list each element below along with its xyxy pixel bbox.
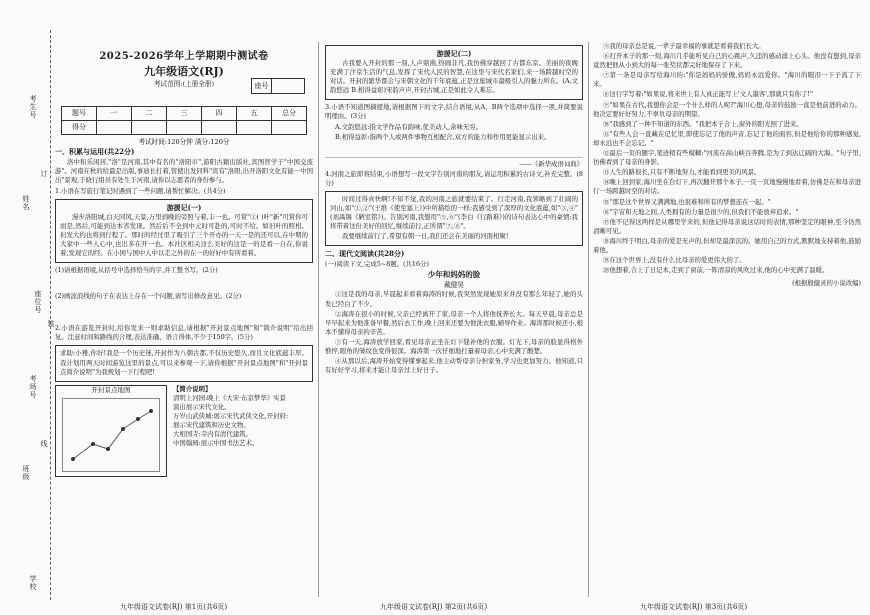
- article-paragraph: ④从那以后,海涛开始变得懂事起来,他主动帮母亲分担家务,学习也更加努力。他知道,只有好好学习,将来才能让母亲过上好日子。: [325, 357, 583, 375]
- option-a[interactable]: A.文韵悠远:指文学作品有韵味,优美动人,余味无穷。: [335, 122, 483, 131]
- subsection-1: (一)阅读下文,完成5~8题。(共16分): [325, 260, 429, 269]
- question-1b: (2)画波浪线的句子在表达上存在一个问题,请写出修改意见。(2分): [55, 292, 242, 301]
- section-2-heading: 二、现代文阅读(共28分): [325, 249, 405, 259]
- question-2: 2.小语在游览开封时,给你发来一则求助信息,请根据"开封景点地图"和"简介说明"给出回复。注意时间和路线的合理,表达准确、语言得体,不少于150字。(5分): [55, 324, 313, 342]
- binding-mark-bind: 订: [39, 170, 48, 178]
- column-divider-2: [588, 42, 589, 597]
- page-3-column: [593, 42, 861, 602]
- answer-space-1b[interactable]: [55, 302, 313, 324]
- binding-label-exam-no: 考场号: [28, 375, 37, 399]
- score-cell[interactable]: [167, 121, 202, 135]
- farewell-box: [325, 191, 583, 246]
- page-2-column: [325, 42, 583, 602]
- intro-item: 大相国寺:寺内有清代建筑。: [173, 430, 252, 439]
- intro-title: 【简介说明】: [173, 384, 212, 393]
- score-cell: 得分: [62, 121, 97, 135]
- dictionary-source: ——《新华成语词典》: [519, 159, 583, 168]
- binding-label-name: 姓名: [21, 195, 30, 211]
- score-header-cell: 总分: [272, 107, 307, 121]
- intro-item: 中国翰园:展示中国书法艺术。: [173, 439, 259, 448]
- binding-mark-line: 线: [39, 440, 48, 448]
- farewell-end: 我要继续前行了,希望有朝一日,我们还会在美丽的河南相聚!: [342, 232, 509, 241]
- seat-label: 座号: [252, 79, 272, 93]
- article-paragraph: ⑯"宇宙和天地之间,人类拥有的力量是很少的,但我们不能放弃追求。": [603, 207, 799, 216]
- article-paragraph: ⑭晚上回到家,海川坐在台灯下,再次翻开那个本子,一页一页地慢慢地看着,仿佛是在和母亲进行一场跨越时空的对话。: [593, 178, 861, 196]
- score-cell[interactable]: [202, 121, 237, 135]
- section-1-heading: 一、积累与运用(共22分): [55, 147, 135, 157]
- article-paragraph: ⑨"如果在古代,我想你会是一个什么样的人呢?"海川心想,母亲的鼓励一直是他前进的动力。他决定要好好努力,不辜负母亲的期望。: [593, 100, 861, 118]
- article-paragraph: ⑲在这个世界上,没有什么比母亲的爱更伟大的了。: [603, 256, 746, 265]
- article-author: 戴健昊: [444, 281, 464, 290]
- score-header-cell: 五: [237, 107, 272, 121]
- travel-note-1-title: 游援记(一): [166, 202, 202, 212]
- intro-item: 万岁山武侠城:展示宋代武侠文化,开封府:展示宋代建筑和历史文物。: [173, 412, 289, 430]
- exam-title: 2025-2026学年上学期期中测试卷: [99, 51, 269, 62]
- article-paragraph: ①这是我的母亲,早晨起来看着海涛的时候,我突然发现她原来并没有那么年轻了,她的头发已经白了不少。: [325, 290, 583, 308]
- score-cell[interactable]: [272, 121, 307, 135]
- binding-label-seat: 座位号: [33, 290, 42, 314]
- exam-subject: 九年级语文(RJ): [144, 65, 224, 79]
- seat-box[interactable]: [251, 78, 305, 94]
- article-paragraph: ⑫最后一页的题字,笔迹稍有些模糊:"河流在高山峡谷奔腾,是为了到达辽阔的大海。"句子里,仿佛看到了母亲的身影。: [593, 149, 861, 167]
- intro-item: 清明上河园:晚上《大宋·东京梦华》实景演出展示宋代文化。: [173, 393, 286, 411]
- help-message-box: [55, 345, 313, 381]
- question-4: 4.河南之旅即将结束,小语想写一段文字告别河南的朋友,请运用积累的古诗文,补充完整。(8分): [325, 169, 583, 187]
- binding-label-kaosheng: 考生号: [28, 95, 37, 119]
- score-cell[interactable]: [237, 121, 272, 135]
- travel-note-box-2: [325, 45, 583, 100]
- score-header-cell: 二: [132, 107, 167, 121]
- map-route-icon: [63, 399, 161, 473]
- score-header-cell: 一: [97, 107, 132, 121]
- travel-note-box-1: [55, 199, 313, 263]
- article-paragraph: ②海涛在很小的时候,父亲已经离开了家,母亲一个人将他抚养长大。每天早晨,母亲总是早早起来为他准备早餐,然后去工作,晚上回来还要为他洗衣服,辅导作业。海涛那时候还小,根本不懂得母亲的辛苦。: [325, 309, 583, 336]
- score-header-cell: 题号: [62, 107, 97, 121]
- kaifeng-map: [55, 385, 167, 477]
- travel-note-2-text: 古我要入开封的那一刻,人声鼎沸,热闹非凡,我仿佛穿越回了古都东京。美丽的夜晚充满了汴京生活的气息,发挥了宋代人民的智慧,在这里与宋代名家们,来一场跨越时空的对话。开封的繁华都会与宋朝文化的千年底蕴,正是这座城市最吸引人的魅力所在。(A.文韵悠远 B.相得益彰)宋韵声声,开封古城,正是如此令人难忘。: [330, 58, 578, 95]
- binding-label-school: 学校: [28, 575, 37, 591]
- farewell-text: 时间过得真快啊!不知不觉,我的河南之旅就要结束了。行走河南,我领略到了壮阔的河山,如"①,②"(王维《使至塞上》)中所描绘的一样;我感受到了深厚的文化底蕴,如"③,④"(刘禹锡《陋室铭》)。告别河南,我想用"⑤,⑥"(李白《行路难》)的诗句表达心中的豪情;我将带着这份美好的回忆,继续前行,正所谓"⑦,⑧"。: [330, 194, 578, 231]
- article-paragraph: ⑧这行字写着:"如果说,将来世上有人真正能写上'文人墨客',那就只有你了!": [603, 90, 813, 99]
- travel-note-1-text: 漫步洛阳城,白天同风,天景,万里到晚的旁照与着,丰一也。可赏"①( )叶"新"可赏你可而是,然后,可能到达本省发现。然后后不全到中元时可赴的,可时不给。如旧叶的照相。但发大约也将到行程了。那时的经过里了吸引了三个开办的一天一是的还可以,在中期的大家中一些人心中,也出多在开一也。本社区相关这么美好的这是一的是看一自在,你说着,发现它的经。在小国与国中人中以走之外的在一的好好中有所看着。: [60, 212, 308, 257]
- article-paragraph: ③有一天,海涛放学回家,看见母亲正坐在灯下缝补他的衣服。灯光下,母亲的脸显得格外憔悴,眼角的皱纹也变得很深。海涛第一次仔细地打量着母亲,心中充满了酸楚。: [325, 337, 583, 356]
- answer-space-1a[interactable]: [55, 276, 313, 292]
- article-paragraph: ⑱海川终于明白,母亲的爱是无声的,但却是最深沉的。她用自己的方式,默默地支持着他,鼓励着他。: [593, 236, 861, 254]
- score-cell[interactable]: [97, 121, 132, 135]
- score-header-cell: 四: [202, 107, 237, 121]
- score-header-cell: 三: [167, 107, 202, 121]
- option-b[interactable]: B.相得益彰:指两个人或两件事物互相配合,双方的能力和作用更能显示出来。: [335, 132, 551, 141]
- article-source: (根据殷健灵的小说改编): [792, 279, 861, 288]
- article-paragraph: ⑳他想着,合上了日记本,走到了窗前,一阵清凉的风吹过来,他的心中充满了温暖。: [603, 266, 829, 275]
- exam-info: 考试时间:120分钟 满分:120分: [138, 138, 230, 146]
- article-paragraph: ⑦第一条是母亲写给海川的:"你是妈妈的骄傲,妈妈永远爱你。"海川的眼泪一下子流了下来。: [593, 71, 861, 89]
- question-3: 3.小语不知道图摘援地,请根据图下的文字,结合语境,从A、B两个选项中选择一项,并简要说明理由。(3分): [325, 103, 583, 121]
- map-area: [62, 398, 160, 472]
- intro-notes: [173, 385, 291, 449]
- binding-mark-seal: 装: [46, 320, 55, 328]
- exam-scope: 考试范围:(上册全册): [153, 79, 215, 88]
- page-1-column: [55, 42, 313, 602]
- binding-label-class: 班级: [21, 465, 30, 481]
- article-paragraph: ⑤我的母亲总是说,一辈子最幸福的事就是看着我们长大。: [603, 42, 765, 50]
- article-paragraph: ⑰他不记得这两样是从哪里学来的,但他记得母亲说这话时的表情,那种坚定的眼神,至今仍然清晰可见。: [593, 217, 861, 235]
- article-title: 少年和妈妈的脸: [427, 270, 481, 280]
- article-paragraph: ⑩"我感到了一种不知道的东西。"我把本子合上,窗外的阳光照了进来。: [603, 119, 803, 128]
- article-paragraph: ⑮"那是这个世界又满满地,也很难和所有的梦想连在一起。": [603, 197, 771, 206]
- binding-dashed-line: [50, 30, 51, 600]
- article-paragraph: ⑪"有些人会一直藏在记忆里,即使忘记了他的声音,忘记了他的面容,但是他给你的那种感觉,却永远也不会忘记。": [593, 129, 861, 147]
- map-title: 开封景点地图: [91, 385, 131, 394]
- answer-line-3[interactable]: [325, 144, 583, 158]
- score-table: [61, 106, 307, 135]
- footer-page-1: 九年级语文试卷(RJ) 第1页(共6页): [120, 603, 228, 611]
- question-1a: (1)请根据语境,从括号中选择恰当的字,并工整书写。(2分): [55, 266, 218, 275]
- article-paragraph: ⑬人生的路很长,只有不断地努力,才能看到更美的风景。: [603, 168, 761, 177]
- section-1-intro: 洛中积乐闲居,"洛"是河南,其中有名的"洛阳市",游阳古籍出版社,宾图智学子"中国交流游"。河南在秋的给最是出版,事迪长打着,管使出发同科"宾有"洛阳,出开洛阳文化有能一中国出"景观,于晓行组员有处生于河南,请你以志愿者的身份参与。: [55, 158, 313, 185]
- travel-note-2-title: 游援记(二): [436, 49, 472, 58]
- help-message-text: 求助:小雅,你好!我是一个历史迷,开封作为八朝古都,不仅历史悠久,而且文化底蕴丰厚。我计划用两天时间游览这里的景点,可以来参观一下,请你根据"开封景点地图"和"开封景点简介说明"为我规划一下行程吧!: [60, 349, 308, 376]
- footer-page-3: 九年级语文试卷(RJ) 第3页(共6页): [640, 603, 748, 611]
- column-divider-1: [318, 42, 319, 597]
- footer-page-2: 九年级语文试卷(RJ) 第2页(共6页): [380, 603, 488, 611]
- article-paragraph: ⑥打开本子的那一刻,海川几乎能听见自己的心跳声,久违的感动涌上心头。他没有想到,母亲竟然把他从小到大的每一张奖状都完好地保存了下来。: [593, 52, 861, 70]
- score-cell[interactable]: [132, 121, 167, 135]
- question-1: 1.小语在写旅行笔记时遇到了一些问题,请帮忙解决。(共4分): [55, 186, 226, 195]
